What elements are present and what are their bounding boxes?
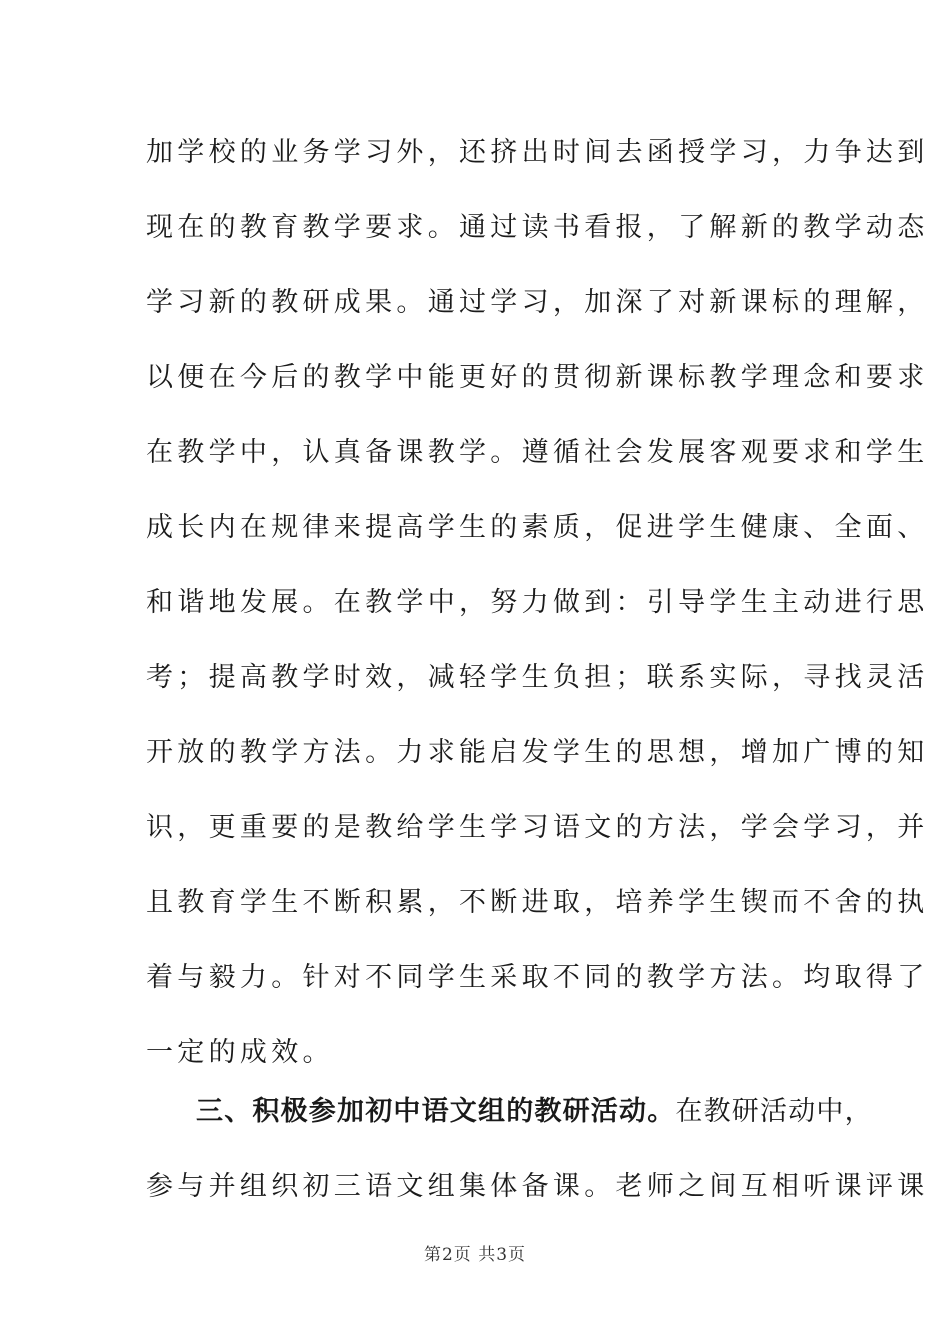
text-line: 和谐地发展。在教学中，努力做到：引导学生主动进行思 (146, 587, 929, 618)
text-line: 考；提高教学时效，减轻学生负担；联系实际，寻找灵活 (146, 662, 929, 693)
text-line: 开放的教学方法。力求能启发学生的思想，增加广博的知 (146, 737, 929, 768)
text-line: 学习新的教研成果。通过学习，加深了对新课标的理解， (146, 287, 929, 318)
text-line: 在教学中，认真备课教学。遵循社会发展客观要求和学生 (146, 437, 929, 468)
text-line: 且教育学生不断积累，不断进取，培养学生锲而不舍的执 (146, 887, 929, 918)
text-line: 着与毅力。针对不同学生采取不同的教学方法。均取得了 (146, 962, 929, 993)
section-heading-continuation: 在教研活动中， (675, 1096, 873, 1127)
text-line: 加学校的业务学习外，还挤出时间去函授学习，力争达到 (146, 137, 929, 168)
body-paragraph (146, 130, 929, 1105)
section-heading: 三、积极参加初中语文组的教研活动。 (196, 1096, 676, 1127)
text-line: 成长内在规律来提高学生的素质，促进学生健康、全面、 (146, 512, 929, 543)
text-line: 识，更重要的是教给学生学习语文的方法，学会学习，并 (146, 812, 929, 843)
text-line: 参与并组织初三语文组集体备课。老师之间互相听课评课 (146, 1171, 929, 1202)
text-line: 一定的成效。 (146, 1037, 334, 1068)
text-line: 现在的教育教学要求。通过读书看报，了解新的教学动态 (146, 212, 929, 243)
page-number-footer: 第2页 共3页 (423, 1245, 527, 1265)
text-line: 以便在今后的教学中能更好的贯彻新课标教学理念和要求 (146, 362, 929, 393)
section-heading-line (146, 1089, 873, 1135)
